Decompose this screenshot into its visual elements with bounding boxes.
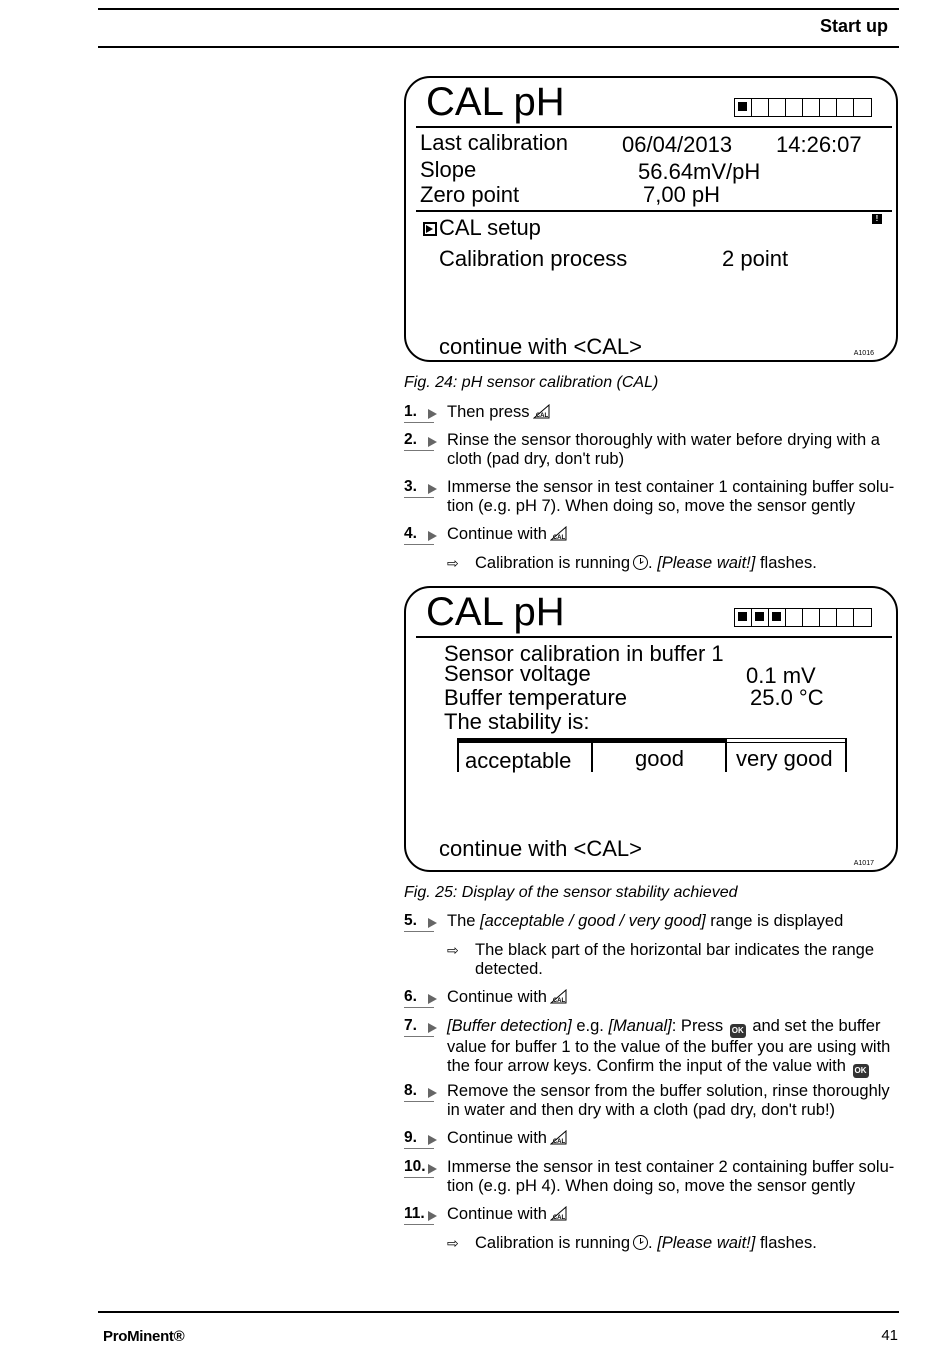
svg-text:CAL: CAL xyxy=(552,535,566,541)
step-text-pre: The xyxy=(447,912,476,930)
step-number: 2. xyxy=(404,431,434,451)
step-text: Rinse the sensor thoroughly with water before drying with a cloth (pad dry, don't rub) xyxy=(447,431,880,468)
segment-filled xyxy=(769,609,786,626)
stability-tick-right xyxy=(845,738,847,772)
manual-term: [Manual] xyxy=(608,1017,672,1035)
continue-prompt: continue with <CAL> xyxy=(439,334,643,359)
step-11 xyxy=(404,1205,898,1227)
step-9 xyxy=(404,1129,898,1151)
step-text: Remove the sensor from the buffer solution, rinse thoroughly in water and then dry with a cloth (pad dry, don't rub!) xyxy=(447,1082,890,1119)
clock-icon xyxy=(633,1235,648,1250)
step-10 xyxy=(404,1158,898,1198)
title-divider xyxy=(416,636,892,638)
step-arrow-icon xyxy=(428,484,437,494)
zero-point-value: 7,00 pH xyxy=(643,182,721,207)
header-rule xyxy=(98,46,899,48)
step-arrow-icon xyxy=(428,1135,437,1145)
step-5 xyxy=(404,912,898,934)
footer-rule xyxy=(98,1311,899,1313)
step-text: Then press xyxy=(447,403,530,421)
sensor-voltage-label: Sensor voltage xyxy=(444,661,591,686)
result-text-end: flashes. xyxy=(759,1234,817,1252)
section-divider xyxy=(416,210,892,212)
cal-ph-display-fig24 xyxy=(404,76,898,362)
step-text: Continue with xyxy=(447,1129,547,1147)
segment-empty xyxy=(820,99,837,116)
step-number: 10. xyxy=(404,1158,434,1178)
step-number: 3. xyxy=(404,478,434,498)
step-1 xyxy=(404,403,898,425)
segment-filled xyxy=(735,99,752,116)
last-calibration-date: 06/04/2013 xyxy=(622,132,733,157)
step-arrow-icon xyxy=(428,409,437,419)
section-title: Start up xyxy=(819,16,888,36)
figure-code: A1016 xyxy=(853,350,874,357)
result-calibration-running-1 xyxy=(449,554,899,574)
sensor-voltage-value: 0.1 mV xyxy=(746,663,816,688)
title-divider xyxy=(416,126,892,128)
ok-key-icon: OK xyxy=(730,1024,746,1038)
result-calibration-running-2 xyxy=(449,1234,899,1254)
step-text-body: and set the buffer value for buffer 1 to the value of the buffer you are using with the four arrow keys. Confirm the input of the value with xyxy=(447,1017,891,1075)
progress-segments xyxy=(734,98,872,117)
segment-empty xyxy=(820,609,837,626)
continue-prompt: continue with <CAL> xyxy=(439,836,643,861)
please-wait-label: [Please wait!] xyxy=(657,1234,756,1252)
step-8 xyxy=(404,1082,898,1122)
step-text-press: : Press xyxy=(671,1017,724,1035)
svg-text:CAL: CAL xyxy=(535,413,548,419)
figure-caption-25: Fig. 25: Display of the sensor stability achieved xyxy=(404,884,738,901)
cal-key-icon xyxy=(550,526,567,541)
step-number: 1. xyxy=(404,403,434,423)
step-number: 6. xyxy=(404,988,434,1008)
segment-empty xyxy=(769,99,786,116)
step-number: 9. xyxy=(404,1129,434,1149)
zero-point-label: Zero point xyxy=(420,182,520,207)
stability-acceptable: acceptable xyxy=(465,748,572,773)
segment-empty xyxy=(803,99,820,116)
step-arrow-icon xyxy=(428,1164,437,1174)
last-calibration-label: Last calibration xyxy=(420,130,568,155)
result-arrow-icon: ⇨ xyxy=(447,1235,459,1251)
stability-bar xyxy=(457,738,847,772)
step-number: 7. xyxy=(404,1017,434,1037)
step-number: 11. xyxy=(404,1205,434,1225)
please-wait-label: [Please wait!] xyxy=(657,554,756,572)
top-rule xyxy=(98,8,899,10)
warning-icon: ! xyxy=(872,214,882,224)
progress-segments xyxy=(734,608,872,627)
step-6 xyxy=(404,988,898,1010)
last-calibration-time: 14:26:07 xyxy=(776,132,862,157)
result-period: . xyxy=(648,1234,653,1252)
buffer-temperature-value: 25.0 °C xyxy=(750,685,824,710)
cal-key-icon xyxy=(550,989,567,1004)
result-text: Calibration is running xyxy=(475,554,631,572)
svg-text:CAL: CAL xyxy=(552,998,566,1004)
segment-empty xyxy=(786,609,803,626)
result-text-end: flashes. xyxy=(759,554,817,572)
svg-text:CAL: CAL xyxy=(552,1215,566,1221)
stability-tick-2 xyxy=(725,738,727,772)
page-number: 41 xyxy=(881,1327,898,1344)
step-arrow-icon xyxy=(428,1023,437,1033)
result-arrow-icon: ⇨ xyxy=(447,942,459,958)
menu-pointer-icon xyxy=(423,222,437,236)
step-text: Immerse the sensor in test container 1 containing buffer solu-tion (e.g. pH 7). When doing so, move the sensor gently xyxy=(447,478,895,515)
segment-empty xyxy=(786,99,803,116)
result-period: . xyxy=(648,554,653,572)
step-arrow-icon xyxy=(428,1088,437,1098)
step-arrow-icon xyxy=(428,918,437,928)
step-2 xyxy=(404,431,898,471)
result-text: The black part of the horizontal bar indicates the range detected. xyxy=(475,941,874,978)
buffer-temperature-label: Buffer temperature xyxy=(444,685,628,710)
step-number: 5. xyxy=(404,912,434,932)
step-7 xyxy=(404,1017,898,1077)
step-3 xyxy=(404,478,898,518)
step-text: Continue with xyxy=(447,525,547,543)
step-arrow-icon xyxy=(428,531,437,541)
step-arrow-icon xyxy=(428,1211,437,1221)
step-number: 8. xyxy=(404,1082,434,1102)
stability-tick-1 xyxy=(591,738,593,772)
result-bar-explanation xyxy=(449,941,899,981)
step-number: 4. xyxy=(404,525,434,545)
step-text-eg: e.g. xyxy=(576,1017,604,1035)
figure-caption-24: Fig. 24: pH sensor calibration (CAL) xyxy=(404,374,659,391)
stability-label: The stability is: xyxy=(444,709,590,734)
cal-key-icon xyxy=(533,404,550,419)
cal-key-icon xyxy=(550,1206,567,1221)
calibration-process-value: 2 point xyxy=(722,246,789,271)
slope-value: 56.64mV/pH xyxy=(638,159,761,184)
prominent-logo: ProMinent® xyxy=(103,1328,185,1345)
segment-empty xyxy=(854,99,871,116)
menu-item-cal-setup: CAL setup xyxy=(439,215,541,240)
step-arrow-icon xyxy=(428,437,437,447)
segment-filled xyxy=(752,609,769,626)
buffer-detection-term: [Buffer detection] xyxy=(447,1017,572,1035)
result-arrow-icon: ⇨ xyxy=(447,555,459,571)
calibration-process-label: Calibration process xyxy=(439,246,628,271)
segment-filled xyxy=(735,609,752,626)
stability-very-good: very good xyxy=(736,746,833,771)
segment-empty xyxy=(752,99,769,116)
result-text: Calibration is running xyxy=(475,1234,631,1252)
buffer-1-heading: Sensor calibration in buffer 1 xyxy=(444,641,724,666)
cal-key-icon xyxy=(550,1130,567,1145)
step-text: Continue with xyxy=(447,988,547,1006)
step-text: Immerse the sensor in test container 2 containing buffer solu-tion (e.g. pH 4). When doing so, move the sensor gently xyxy=(447,1158,895,1195)
ok-key-icon: OK xyxy=(853,1064,869,1078)
step-4 xyxy=(404,525,898,547)
segment-empty xyxy=(837,99,854,116)
clock-icon xyxy=(633,555,648,570)
stability-range-term: [acceptable / good / very good] xyxy=(480,912,706,930)
svg-text:CAL: CAL xyxy=(552,1139,566,1145)
stability-tick-left xyxy=(457,738,459,772)
segment-empty xyxy=(854,609,871,626)
step-arrow-icon xyxy=(428,994,437,1004)
cal-ph-display-fig25 xyxy=(404,586,898,872)
figure-code: A1017 xyxy=(853,860,874,867)
slope-label: Slope xyxy=(420,157,477,182)
stability-good: good xyxy=(635,746,684,771)
segment-empty xyxy=(837,609,854,626)
display-title: CAL pH xyxy=(426,590,565,634)
segment-empty xyxy=(803,609,820,626)
step-text-post: range is displayed xyxy=(710,912,844,930)
step-text: Continue with xyxy=(447,1205,547,1223)
display-title: CAL pH xyxy=(426,80,565,124)
